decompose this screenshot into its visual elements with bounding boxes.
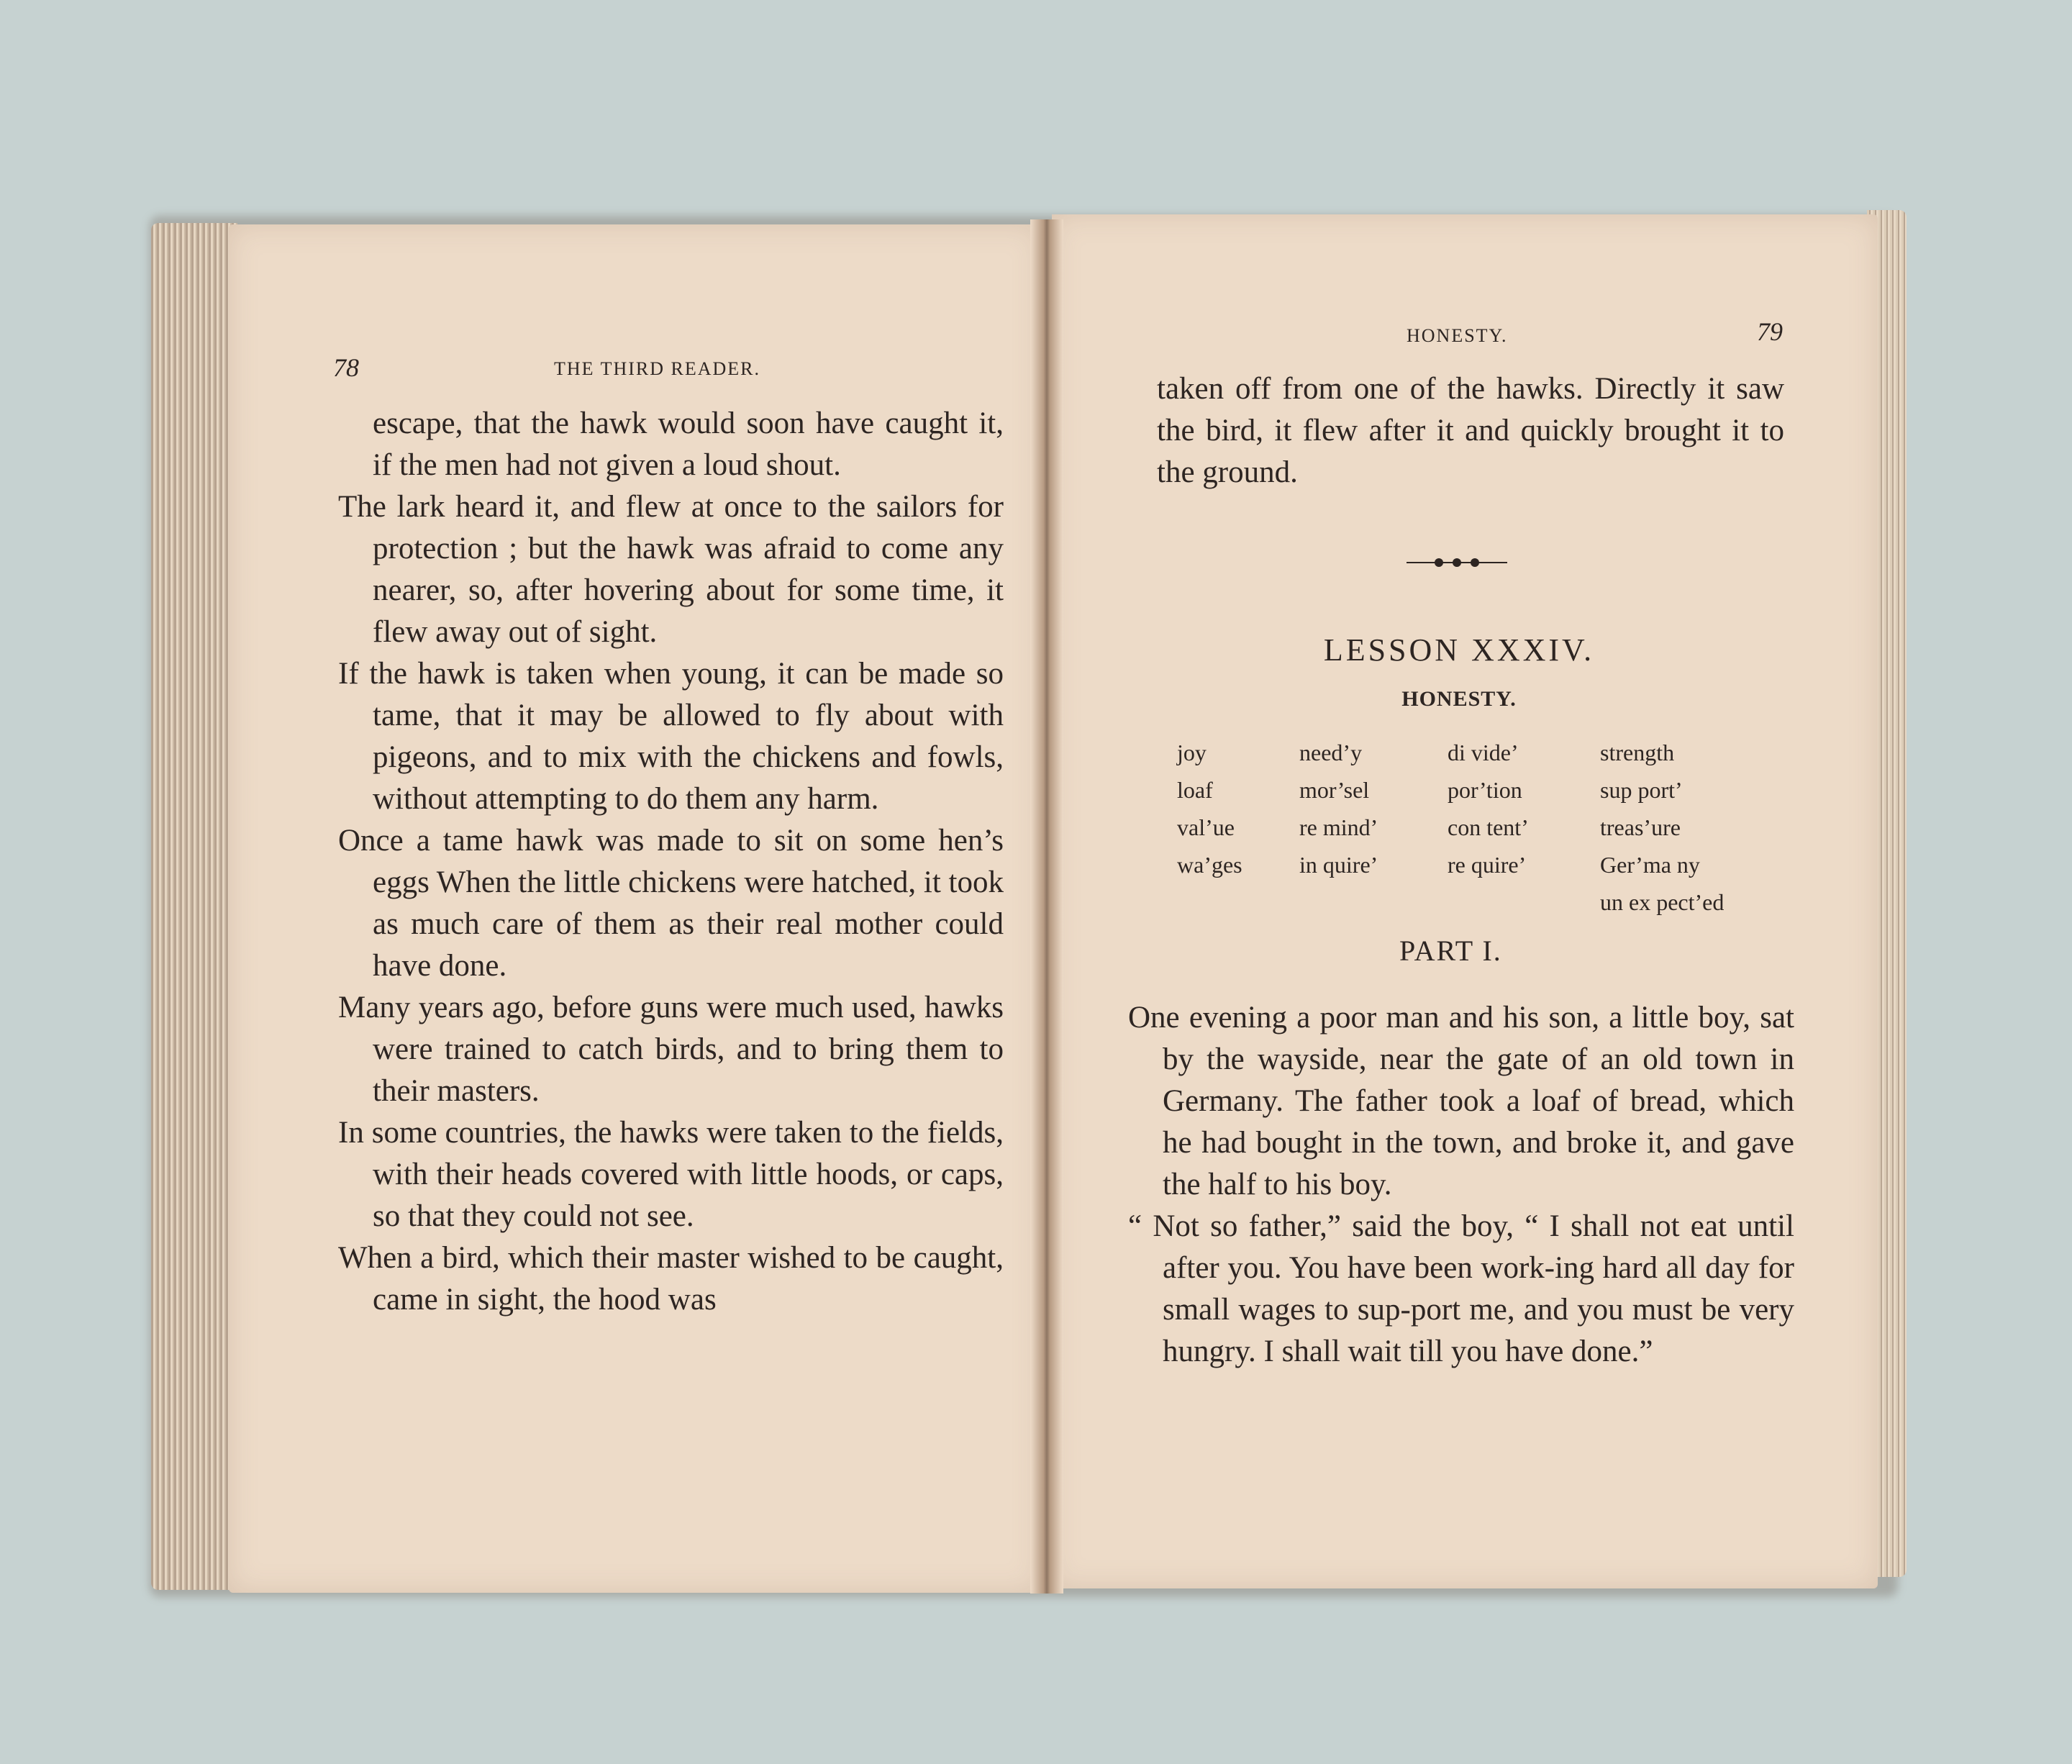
vocabulary-table bbox=[1177, 734, 1766, 921]
vocab-word: treas’ure bbox=[1600, 814, 1681, 840]
vocab-word: re mind’ bbox=[1299, 814, 1378, 840]
right-page-text bbox=[1128, 997, 1794, 1373]
vocab-word: need’y bbox=[1299, 740, 1363, 765]
book-gutter bbox=[1030, 219, 1063, 1593]
lesson-title: LESSON XXXIV. bbox=[1323, 632, 1595, 668]
left-paragraph-6: In some countries, the hawks were taken to the fields, with their heads covered with little hoods, or caps, so that they could not see. bbox=[338, 1116, 1004, 1233]
right-page-number: 79 bbox=[1757, 317, 1783, 346]
right-continuation-text bbox=[1157, 368, 1784, 494]
vocab-word: wa’ges bbox=[1177, 852, 1242, 878]
right-paragraph-2: “ Not so father,” said the boy, “ I shall not eat until after you. You have been work-ing hard all day for small wages to sup-port me, and you must be very hungry. I shall wait till you have done.” bbox=[1128, 1209, 1794, 1368]
left-paragraph-3: If the hawk is taken when young, it can be made so tame, that it may be allowed to fly about with pigeons, and to mix with the chickens and fowls, without attempting to do them any harm. bbox=[338, 657, 1004, 816]
vocab-word: Ger’ma ny bbox=[1600, 852, 1700, 878]
vocab-word bbox=[1177, 883, 1299, 921]
left-paragraph-7: When a bird, which their master wished to be caught, came in sight, the hood was bbox=[338, 1241, 1004, 1317]
left-paragraph-4: Once a tame hawk was made to sit on some hen’s eggs When the little chickens were hatched, it took as much care of them as their real mother could have done. bbox=[338, 824, 1004, 983]
vocab-word: val’ue bbox=[1177, 814, 1235, 840]
vocab-word: un ex pect’ed bbox=[1600, 889, 1725, 915]
vocab-word bbox=[1299, 883, 1448, 921]
left-page-number: 78 bbox=[333, 353, 359, 382]
page-edges-left bbox=[151, 223, 237, 1590]
vocab-word: loaf bbox=[1177, 777, 1213, 803]
right-paragraph-1: One evening a poor man and his son, a little boy, sat by the wayside, near the gate of an old town in Germany. The father took a loaf of bread, which he had bought in the town, and broke it, and gave the half to his boy. bbox=[1128, 1001, 1794, 1201]
left-paragraph-5: Many years ago, before guns were much used, hawks were trained to catch birds, and to bring them to their masters. bbox=[338, 991, 1004, 1108]
vocab-word: in quire’ bbox=[1299, 852, 1378, 878]
left-running-head: THE THIRD READER. bbox=[554, 358, 761, 379]
vocab-word: strength bbox=[1600, 740, 1675, 765]
vocab-word: con tent’ bbox=[1448, 814, 1529, 840]
vocab-word bbox=[1448, 883, 1600, 921]
vocab-word: re quire’ bbox=[1448, 852, 1527, 878]
right-continuation: taken off from one of the hawks. Directly it saw the bird, it flew after it and quickly brought it to the ground. bbox=[1157, 372, 1784, 489]
vocab-word: por’tion bbox=[1448, 777, 1522, 803]
part-heading: PART I. bbox=[1399, 935, 1502, 967]
vocab-word: mor’sel bbox=[1299, 777, 1370, 803]
left-paragraph-2: The lark heard it, and flew at once to the sailors for protection ; but the hawk was afraid to come any nearer, so, after hovering about for some time, it flew away out of sight. bbox=[338, 490, 1004, 649]
lesson-subtitle: HONESTY. bbox=[1401, 687, 1517, 711]
ornament-divider bbox=[1407, 554, 1507, 571]
left-paragraph-1: escape, that the hawk would soon have caught it, if the men had not given a loud shout. bbox=[373, 406, 1004, 482]
right-running-head: HONESTY. bbox=[1407, 325, 1508, 346]
left-page-text bbox=[338, 403, 1004, 1321]
vocab-word: di vide’ bbox=[1448, 740, 1519, 765]
vocab-word: sup port’ bbox=[1600, 777, 1683, 803]
vocab-word: joy bbox=[1177, 740, 1207, 765]
